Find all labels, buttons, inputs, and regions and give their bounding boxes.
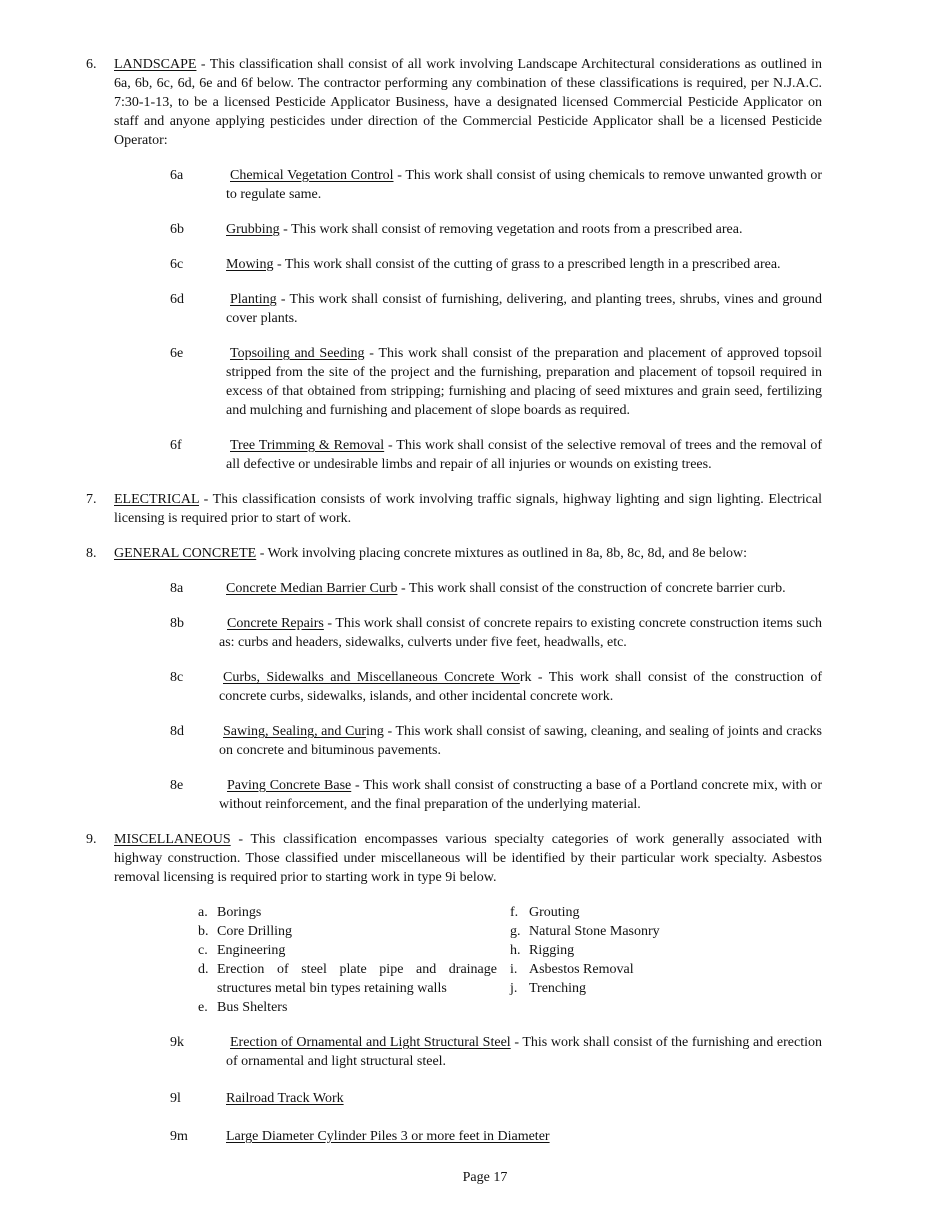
subsection-8b (114, 614, 822, 652)
section-title: ELECTRICAL (114, 492, 200, 507)
list-item: h. Rigging (510, 943, 575, 958)
subsection-text: - This work shall consist of removing vegetation and roots from a prescribed area. (279, 222, 743, 237)
section-6-landscape (86, 55, 822, 474)
subsection-6f (114, 436, 822, 474)
subsection-6b (114, 220, 822, 239)
subsection-text: - This work shall consist of the selective removal of trees and the removal of all defective or undesirable limbs and repair of all injuries or wounds on existing trees. (226, 438, 822, 472)
subsection-title: Tree Trimming & Removal (230, 438, 385, 453)
list-item: e. Bus Shelters (198, 1000, 288, 1015)
document-page (86, 55, 822, 1162)
subsection-8d (114, 722, 822, 760)
subsection-code: 6f (170, 438, 182, 453)
subsection-title: Concrete Median Barrier Curb (226, 581, 398, 596)
subsection-text: - This work shall consist of furnishing, delivering, and planting trees, shrubs, vines and ground cover plants. (226, 292, 822, 326)
subsection-title: Sawing, Sealing, and Cur (223, 724, 366, 739)
subsection-6e (114, 344, 822, 420)
subsection-code: 8d (170, 724, 184, 739)
section-8-general-concrete (86, 544, 822, 814)
section-number: 6. (86, 57, 97, 72)
subsection-6c (114, 255, 822, 274)
subsection-title-tail: ing (366, 724, 384, 739)
specialty-list-left (198, 903, 510, 1017)
subsection-text: - This work shall consist of concrete repairs to existing concrete construction items such as: curbs and headers, sidewalks, culverts under five feet, headwalls, etc. (219, 616, 823, 650)
section-text: - This classification shall consist of all work involving Landscape Architectural considerations as outlined in 6a, 6b, 6c, 6d, 6e and 6f below. The contractor performing any combination of these classifications is required, per N.J.A.C. 7:30-1-13, to be a licensed Pesticide Applicator Business, have a designated licensed Commercial Pesticide Applicator on staff and anyone applying pesticides under direction of the Commercial Pesticide Applicator shall be a licensed Pesticide Operator: (114, 57, 822, 148)
subsection-text: - This work shall consist of the preparation and placement of approved topsoil stripped from the site of the project and the furnishing, preparation and placement of topsoil required in excess of that obtained from stripping; furnishing and placing of seed mixtures and grain seed, fertilizing and mulching and furnishing and placement of slope boards as required. (226, 346, 822, 418)
subsection-title: Grubbing (226, 222, 280, 237)
list-item: d. Erection of steel plate pipe and drainage structures metal bin types retaining walls (198, 962, 497, 996)
subsection-title: Mowing (226, 257, 274, 272)
subsection-text: - This work shall consist of the construction of concrete curbs, sidewalks, islands, and other incidental concrete work. (219, 670, 822, 704)
subsection-6d (114, 290, 822, 328)
section-title: GENERAL CONCRETE (114, 546, 257, 561)
subsection-code: 8a (170, 581, 184, 596)
subsection-9k (114, 1033, 822, 1071)
subsection-code: 6d (170, 292, 184, 307)
subsection-code: 6c (170, 257, 184, 272)
section-9-miscellaneous (86, 830, 822, 1146)
subsection-8a (114, 579, 822, 598)
section-text: - Work involving placing concrete mixtures as outlined in 8a, 8b, 8c, 8d, and 8e below: (256, 546, 748, 561)
section-number: 8. (86, 546, 97, 561)
subsection-title: Large Diameter Cylinder Piles 3 or more feet in Diameter (226, 1129, 550, 1144)
subsection-text: - This work shall consist of using chemicals to remove unwanted growth or to regulate same. (226, 168, 823, 202)
subsection-9m (114, 1127, 822, 1146)
subsection-code: 8e (170, 778, 184, 793)
list-item: c. Engineering (198, 943, 286, 958)
subsection-6a (114, 166, 822, 204)
specialty-list-right (510, 903, 822, 1017)
subsection-title: Curbs, Sidewalks and Miscellaneous Concrete Wo (223, 670, 520, 685)
subsection-text: - This work shall consist of sawing, cleaning, and sealing of joints and cracks on concrete and bituminous pavements. (219, 724, 822, 758)
subsection-text: - This work shall consist of the furnishing and erection of ornamental and light structural steel. (226, 1035, 822, 1069)
section-7-electrical (86, 490, 822, 528)
subsection-title-tail: rk (519, 670, 532, 685)
subsection-title: Paving Concrete Base (227, 778, 352, 793)
specialty-list (114, 903, 822, 1017)
subsection-8c (114, 668, 822, 706)
list-item: a. Borings (198, 905, 262, 920)
section-title: MISCELLANEOUS (114, 832, 231, 847)
subsection-code: 8b (170, 616, 184, 631)
subsection-code: 6a (170, 168, 184, 183)
subsection-title: Erection of Ornamental and Light Structural Steel (230, 1035, 511, 1050)
subsection-code: 9k (170, 1035, 184, 1050)
list-item: b. Core Drilling (198, 924, 293, 939)
subsection-title: Railroad Track Work (226, 1091, 344, 1106)
subsection-code: 8c (170, 670, 184, 685)
subsection-code: 9l (170, 1091, 181, 1106)
list-item: g. Natural Stone Masonry (510, 924, 660, 939)
subsection-9l (114, 1089, 822, 1108)
subsection-title: Topsoiling and Seeding (230, 346, 365, 361)
section-number: 9. (86, 832, 97, 847)
subsection-code: 9m (170, 1129, 188, 1144)
section-title: LANDSCAPE (114, 57, 197, 72)
list-item: f. Grouting (510, 905, 580, 920)
subsection-code: 6e (170, 346, 184, 361)
subsection-text: - This work shall consist of constructing a base of a Portland concrete mix, with or without reinforcement, and the final preparation of the underlying material. (219, 778, 823, 812)
list-item: i. Asbestos Removal (510, 962, 634, 977)
subsection-8e (114, 776, 822, 814)
subsection-title: Concrete Repairs (227, 616, 324, 631)
subsection-text: - This work shall consist of the cutting of grass to a prescribed length in a prescribed area. (273, 257, 781, 272)
subsection-text: - This work shall consist of the construction of concrete barrier curb. (397, 581, 786, 596)
section-text: - This classification encompasses various specialty categories of work generally associated with highway construction. Those classified under miscellaneous will be identified by their particular work specialty. Asbestos removal licensing is required prior to starting work in type 9i below. (114, 832, 822, 885)
list-item: j. Trenching (510, 981, 587, 996)
subsection-title: Chemical Vegetation Control (230, 168, 394, 183)
subsection-code: 6b (170, 222, 184, 237)
section-number: 7. (86, 492, 97, 507)
section-text: - This classification consists of work involving traffic signals, highway lighting and sign lighting. Electrical licensing is required prior to start of work. (114, 492, 822, 526)
page-number: Page 17 (462, 1170, 508, 1185)
subsection-title: Planting (230, 292, 277, 307)
